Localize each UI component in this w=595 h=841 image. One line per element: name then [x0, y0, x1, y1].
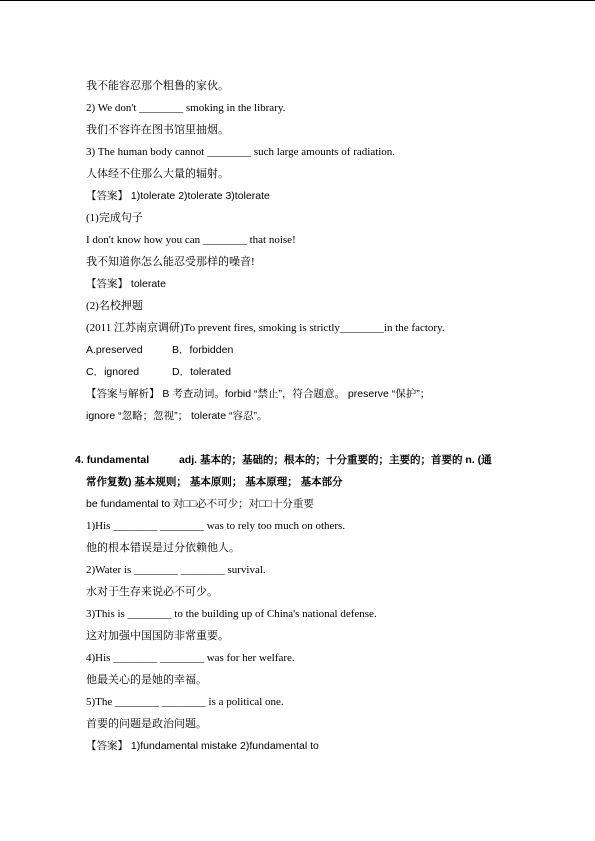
answer-explanation: 【答案与解析】 B 考查动词。forbid “禁止”，符合题意。 preserve “保护”；	[86, 388, 431, 400]
vocab-word: fundamental	[86, 454, 150, 466]
answer-line: 【答案】 1)tolerate 2)tolerate 3)tolerate	[86, 190, 270, 202]
exercise-sentence: 4)His ________ ________ was for her welfare.	[86, 652, 295, 664]
phrase-line: be fundamental to 对□□必不可少；对□□十分重要	[86, 498, 314, 510]
exercise-sentence: I don't know how you can ________ that noise!	[86, 234, 296, 246]
section-label: (1)完成句子	[86, 212, 143, 224]
sentence-translation: 人体经不住那么大量的辐射。	[86, 168, 229, 180]
exercise-sentence: 3) The human body cannot ________ such large amounts of radiation.	[86, 146, 396, 158]
sentence-translation: 我不能容忍那个粗鲁的家伙。	[86, 80, 229, 92]
sentence-translation: 我不知道你怎么能忍受那样的噪音!	[86, 256, 255, 268]
exercise-sentence: 2) We don't ________ smoking in the library.	[86, 102, 286, 114]
choice-c: C．ignored	[86, 366, 140, 378]
section-label: (2)名校押题	[86, 300, 143, 312]
vocab-number: 4.	[75, 454, 84, 466]
sentence-translation: 他最关心的是她的幸福。	[86, 674, 207, 686]
sentence-translation: 这对加强中国国防非常重要。	[86, 630, 229, 642]
exercise-sentence: 1)His ________ ________ was to rely too much on others.	[86, 520, 346, 532]
sentence-translation: 首要的问题是政治问题。	[86, 718, 207, 730]
answer-explanation-cont: ignore “忽略；忽视”； tolerate “容忍”。	[86, 410, 268, 422]
exam-question: (2011 江苏南京调研)To prevent fires, smoking is strictly________in the factory.	[86, 322, 445, 334]
answer-line: 【答案】 tolerate	[86, 278, 166, 290]
choice-b: B．forbidden	[172, 344, 234, 356]
vocab-heading	[75, 453, 492, 467]
choice-d: D．tolerated	[172, 366, 231, 378]
header-rule	[0, 0, 595, 1]
sentence-translation: 他的根本错误是过分依赖他人。	[86, 542, 240, 554]
exercise-sentence: 2)Water is ________ ________ survival.	[86, 564, 266, 576]
sentence-translation: 我们不容许在图书馆里抽烟。	[86, 124, 229, 136]
answer-line: 【答案】 1)fundamental mistake 2)fundamental to	[86, 740, 319, 752]
sentence-translation: 水对于生存来说必不可少。	[86, 586, 218, 598]
vocab-definition: adj. 基本的；基础的；根本的；十分重要的；主要的；首要的 n. (通	[178, 454, 492, 466]
vocab-definition-cont: 常作复数) 基本规则； 基本原则； 基本原理； 基本部分	[86, 476, 343, 488]
exercise-sentence: 5)The ________ ________ is a political one.	[86, 696, 284, 708]
exercise-sentence: 3)This is ________ to the building up of China's national defense.	[86, 608, 377, 620]
choice-a: A.preserved	[86, 344, 143, 356]
